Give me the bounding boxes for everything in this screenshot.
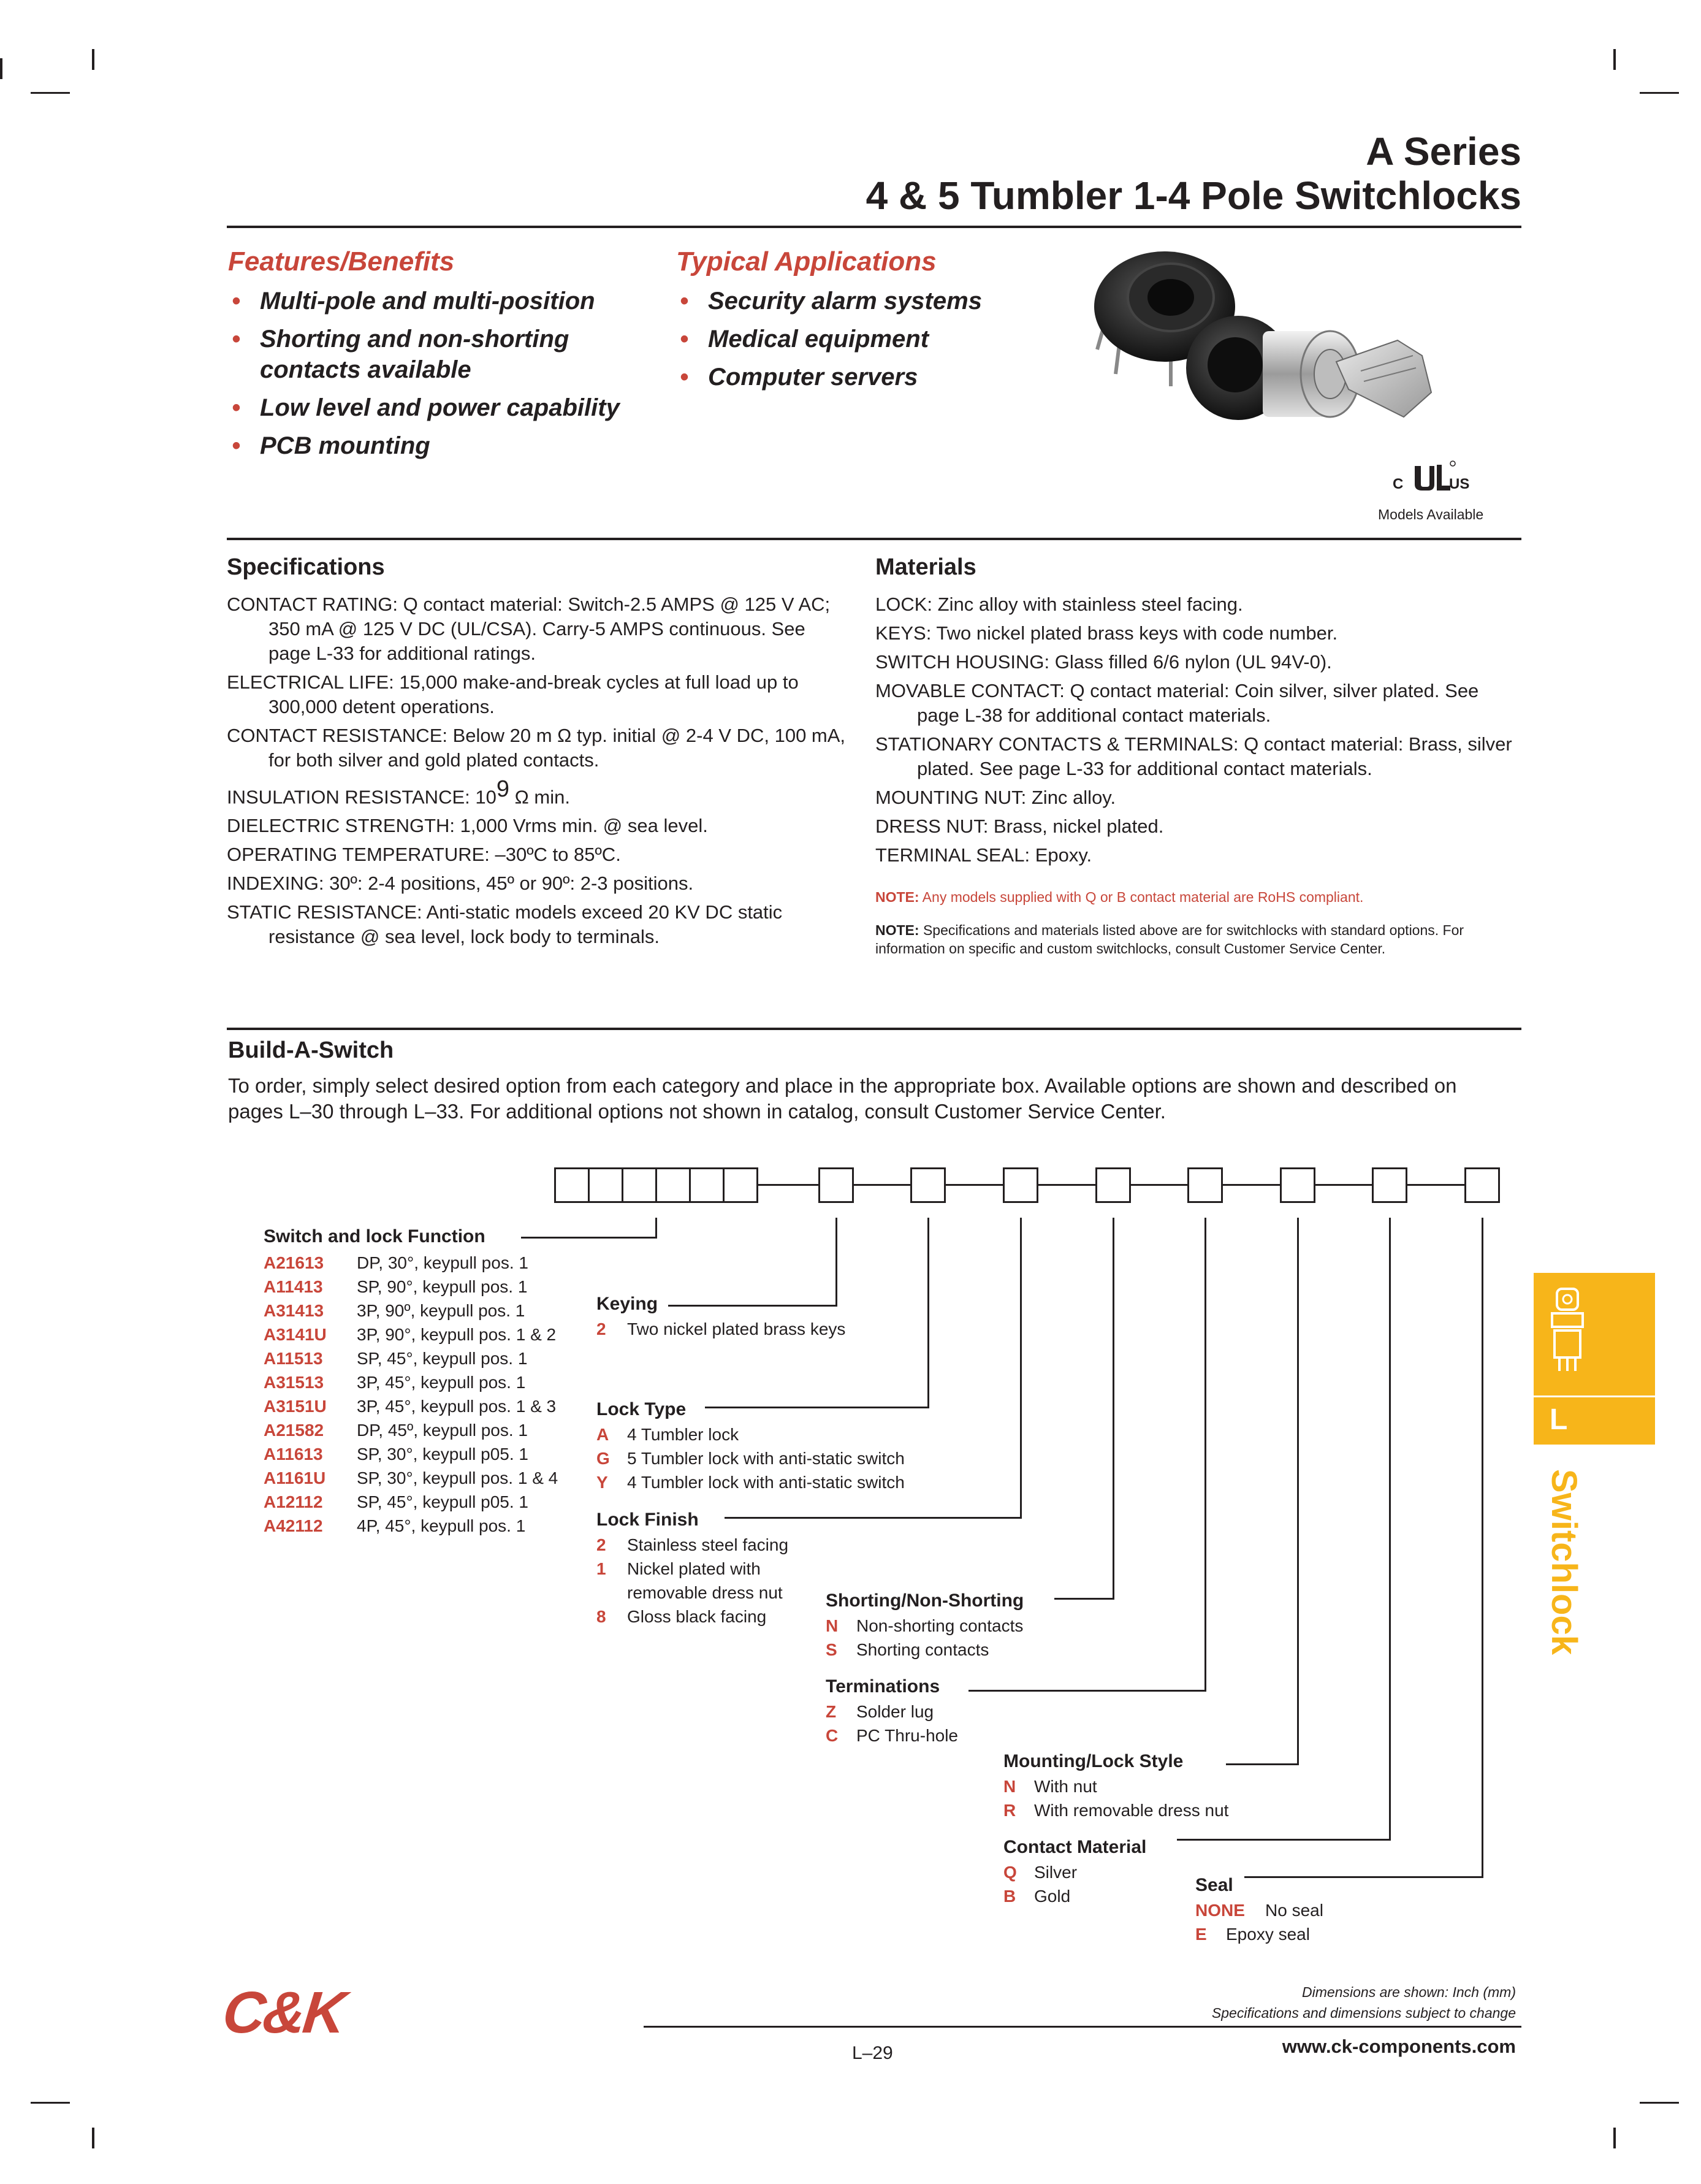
- models-available-caption: Models Available: [1378, 506, 1484, 522]
- list-item: N With nut: [1003, 1777, 1097, 1796]
- list-item: • Computer servers: [676, 362, 1044, 392]
- page-number: L–29: [852, 2043, 893, 2063]
- keying-title: Keying: [596, 1294, 658, 1314]
- crop-mark: [1640, 92, 1679, 94]
- leader-line: [835, 1218, 837, 1307]
- leader-line: [968, 1690, 1206, 1692]
- features-heading: Features/Benefits: [228, 246, 455, 277]
- spec-line: CONTACT RATING: Q contact material: Switch-2.5 AMPS @ 125 V AC; 350 mA @ 125 V DC (UL/CSA). Carry-5 AMPS continuous. See page L-33 for additional ratings.: [227, 594, 831, 664]
- material-line: MOVABLE CONTACT: Q contact material: Coin silver, silver plated. See page L-38 for additional contact materials.: [875, 680, 1479, 726]
- list-item: A42112 4P, 45°, keypull pos. 1: [264, 1516, 526, 1535]
- list-item: • Medical equipment: [676, 324, 1044, 354]
- list-item: 2 Stainless steel facing: [596, 1535, 789, 1554]
- list-item: • Low level and power capability: [228, 392, 657, 423]
- mounting-options: [1003, 1774, 1228, 1822]
- product-photo: [1079, 239, 1459, 448]
- leader-line: [1020, 1218, 1022, 1519]
- switchlock-icon: [1546, 1285, 1589, 1377]
- seal-title: Seal: [1195, 1875, 1233, 1895]
- material-line: STATIONARY CONTACTS & TERMINALS: Q contact material: Brass, silver plated. See page L-33 for additional contact materials.: [875, 733, 1512, 779]
- list-item: 2 Two nickel plated brass keys: [596, 1319, 846, 1338]
- list-item: R With removable dress nut: [1003, 1801, 1229, 1820]
- list-item: A11413 SP, 90°, keypull pos. 1: [264, 1277, 528, 1296]
- material-line: MOUNTING NUT: Zinc alloy.: [875, 787, 1116, 808]
- features-list: [228, 286, 657, 468]
- order-box-function-6[interactable]: [723, 1167, 758, 1203]
- list-item: • PCB mounting: [228, 430, 657, 461]
- leader-line: [1113, 1218, 1114, 1600]
- material-line: DRESS NUT: Brass, nickel plated.: [875, 815, 1164, 837]
- list-item: A3151U 3P, 45°, keypull pos. 1 & 3: [264, 1397, 557, 1416]
- order-box-function-5[interactable]: [689, 1167, 725, 1203]
- list-item: 1 Nickel plated with: [596, 1559, 761, 1578]
- section-tab-letter: L: [1550, 1403, 1568, 1436]
- terminations-options: [826, 1700, 958, 1747]
- function-title: Switch and lock Function: [264, 1226, 485, 1247]
- spec-line: STATIC RESISTANCE: Anti-static models exceed 20 KV DC static resistance @ sea level, lock body to terminals.: [227, 901, 783, 948]
- spec-line: DIELECTRIC STRENGTH: 1,000 Vrms min. @ sea level.: [227, 815, 708, 837]
- leader-line: [655, 1218, 657, 1239]
- lock-type-title: Lock Type: [596, 1399, 687, 1419]
- material-line: TERMINAL SEAL: Epoxy.: [875, 844, 1092, 866]
- leader-line: [725, 1517, 1022, 1519]
- order-box-function-1[interactable]: [554, 1167, 590, 1203]
- leader-line: [1482, 1218, 1483, 1878]
- list-item: 8 Gloss black facing: [596, 1607, 767, 1626]
- list-item: • Shorting and non-shorting contacts available: [228, 324, 603, 385]
- lock-type-options: [596, 1422, 905, 1494]
- order-box-seal[interactable]: [1464, 1167, 1500, 1203]
- list-item: A21613 DP, 30°, keypull pos. 1: [264, 1253, 528, 1272]
- order-box-function-3[interactable]: [622, 1167, 657, 1203]
- list-item: B Gold: [1003, 1887, 1071, 1906]
- leader-line: [927, 1218, 929, 1408]
- contact-material-title: Contact Material: [1003, 1837, 1147, 1857]
- leader-line: [1244, 1876, 1483, 1878]
- leader-line: [1226, 1763, 1299, 1765]
- terminations-title: Terminations: [826, 1676, 940, 1697]
- section-rule: [227, 538, 1521, 540]
- ul-us-mark: US: [1449, 476, 1470, 492]
- crop-mark: [92, 49, 94, 70]
- function-options: [264, 1251, 558, 1538]
- order-box-function-4[interactable]: [655, 1167, 691, 1203]
- order-box-terminations[interactable]: [1187, 1167, 1223, 1203]
- header-rule: [227, 226, 1521, 228]
- list-item: S Shorting contacts: [826, 1640, 989, 1659]
- list-item: A3141U 3P, 90°, keypull pos. 1 & 2: [264, 1325, 557, 1344]
- leader-line: [1054, 1598, 1114, 1600]
- dimensions-note: Dimensions are shown: Inch (mm): [1302, 1984, 1516, 2000]
- seal-options: [1195, 1898, 1323, 1946]
- list-item: Z Solder lug: [826, 1702, 934, 1721]
- order-box-contact[interactable]: [1372, 1167, 1407, 1203]
- applications-heading: Typical Applications: [676, 246, 937, 277]
- specifications-text: [227, 592, 852, 953]
- order-box-shorting[interactable]: [1095, 1167, 1131, 1203]
- series-title: A Series: [1366, 129, 1521, 174]
- spec-line: INDEXING: 30º: 2-4 positions, 45º or 90º: 2-3 positions.: [227, 872, 694, 895]
- crop-mark: [92, 2128, 94, 2148]
- list-item: Y 4 Tumbler lock with anti-static switch: [596, 1473, 905, 1492]
- specifications-heading: Specifications: [227, 554, 385, 580]
- crop-mark: [1613, 2128, 1616, 2148]
- list-item: A1161U SP, 30°, keypull pos. 1 & 4: [264, 1468, 558, 1487]
- shorting-title: Shorting/Non-Shorting: [826, 1590, 1024, 1611]
- leader-line: [705, 1407, 929, 1408]
- build-a-switch-intro: To order, simply select desired option from each category and place in the appropriate box. Available options are shown and described on pages L–30 through L–33. For additional options not shown in catalog, consult Customer Service Center.: [228, 1074, 1457, 1123]
- crop-mark: [31, 92, 70, 94]
- order-box-mounting[interactable]: [1280, 1167, 1315, 1203]
- order-box-function-2[interactable]: [588, 1167, 623, 1203]
- list-item: A 4 Tumbler lock: [596, 1425, 739, 1444]
- leader-line: [668, 1305, 837, 1307]
- leader-line: [1389, 1218, 1391, 1841]
- list-item: C PC Thru-hole: [826, 1726, 959, 1745]
- section-tab-label: Switchlock: [1544, 1469, 1584, 1655]
- lock-finish-options: [596, 1533, 788, 1628]
- list-item: A11613 SP, 30°, keypull p05. 1: [264, 1445, 528, 1464]
- list-item: A21582 DP, 45º, keypull pos. 1: [264, 1421, 528, 1440]
- list-item: Q Silver: [1003, 1863, 1078, 1882]
- contact-material-options: [1003, 1860, 1077, 1908]
- list-item: A11513 SP, 45°, keypull pos. 1: [264, 1349, 528, 1368]
- subject-to-change-note: Specifications and dimensions subject to change: [1211, 2005, 1516, 2021]
- list-item: A31413 3P, 90º, keypull pos. 1: [264, 1301, 525, 1320]
- applications-list: [676, 286, 1044, 400]
- lock-finish-title: Lock Finish: [596, 1510, 699, 1530]
- ul-c-mark: C: [1393, 476, 1404, 492]
- website-link[interactable]: www.ck-components.com: [1282, 2036, 1516, 2057]
- leader-line: [1297, 1218, 1299, 1765]
- product-title: 4 & 5 Tumbler 1-4 Pole Switchlocks: [866, 174, 1521, 218]
- order-box-keying[interactable]: [818, 1167, 854, 1203]
- crop-mark: [31, 2102, 70, 2104]
- list-item: A12112 SP, 45°, keypull p05. 1: [264, 1492, 528, 1511]
- materials-heading: Materials: [875, 554, 976, 580]
- order-box-lock-type[interactable]: [910, 1167, 946, 1203]
- shorting-options: [826, 1614, 1023, 1662]
- leader-line: [1204, 1218, 1206, 1692]
- spec-line: ELECTRICAL LIFE: 15,000 make-and-break cycles at full load up to 300,000 detent operations.: [227, 671, 799, 717]
- order-box-lock-finish[interactable]: [1003, 1167, 1038, 1203]
- list-item: E Epoxy seal: [1195, 1925, 1310, 1944]
- material-line: LOCK: Zinc alloy with stainless steel facing.: [875, 594, 1243, 615]
- list-item: • Security alarm systems: [676, 286, 1044, 316]
- material-line: SWITCH HOUSING: Glass filled 6/6 nylon (UL 94V-0).: [875, 651, 1332, 673]
- leader-line: [521, 1237, 657, 1239]
- standard-options-note: NOTE: Specifications and materials listed above are for switchlocks with standard options. For information on specific and custom switchlocks, consult Customer Service Center.: [875, 922, 1464, 956]
- list-item: G 5 Tumbler lock with anti-static switch: [596, 1449, 905, 1468]
- list-item: A31513 3P, 45°, keypull pos. 1: [264, 1373, 526, 1392]
- material-line: KEYS: Two nickel plated brass keys with code number.: [875, 622, 1338, 644]
- leader-line: [1177, 1839, 1391, 1841]
- list-item: • Multi-pole and multi-position: [228, 286, 657, 316]
- materials-text: [875, 592, 1519, 872]
- list-item: NONE No seal: [1195, 1901, 1323, 1920]
- spec-line: CONTACT RESISTANCE: Below 20 m Ω typ. initial @ 2-4 V DC, 100 mA, for both silver and gold plated contacts.: [227, 725, 846, 771]
- crop-mark: [0, 58, 2, 79]
- crop-mark: [1640, 2102, 1679, 2104]
- footer-rule: [644, 2026, 1521, 2028]
- rohs-note: NOTE: Any models supplied with Q or B contact material are RoHS compliant.: [875, 889, 1364, 905]
- list-item: N Non-shorting contacts: [826, 1616, 1024, 1635]
- keying-options: [596, 1317, 845, 1341]
- build-a-switch-heading: Build-A-Switch: [228, 1037, 394, 1063]
- mounting-title: Mounting/Lock Style: [1003, 1751, 1184, 1771]
- ck-logo: C&K: [219, 1980, 347, 2045]
- list-item: removable dress nut: [627, 1583, 783, 1602]
- spec-line: INSULATION RESISTANCE: $10^9$ Ω min.: [227, 776, 570, 808]
- crop-mark: [1613, 49, 1616, 70]
- spec-line: OPERATING TEMPERATURE: –30ºC to 85ºC.: [227, 844, 621, 866]
- section-rule: [227, 1028, 1521, 1030]
- tab-divider: [1534, 1396, 1655, 1397]
